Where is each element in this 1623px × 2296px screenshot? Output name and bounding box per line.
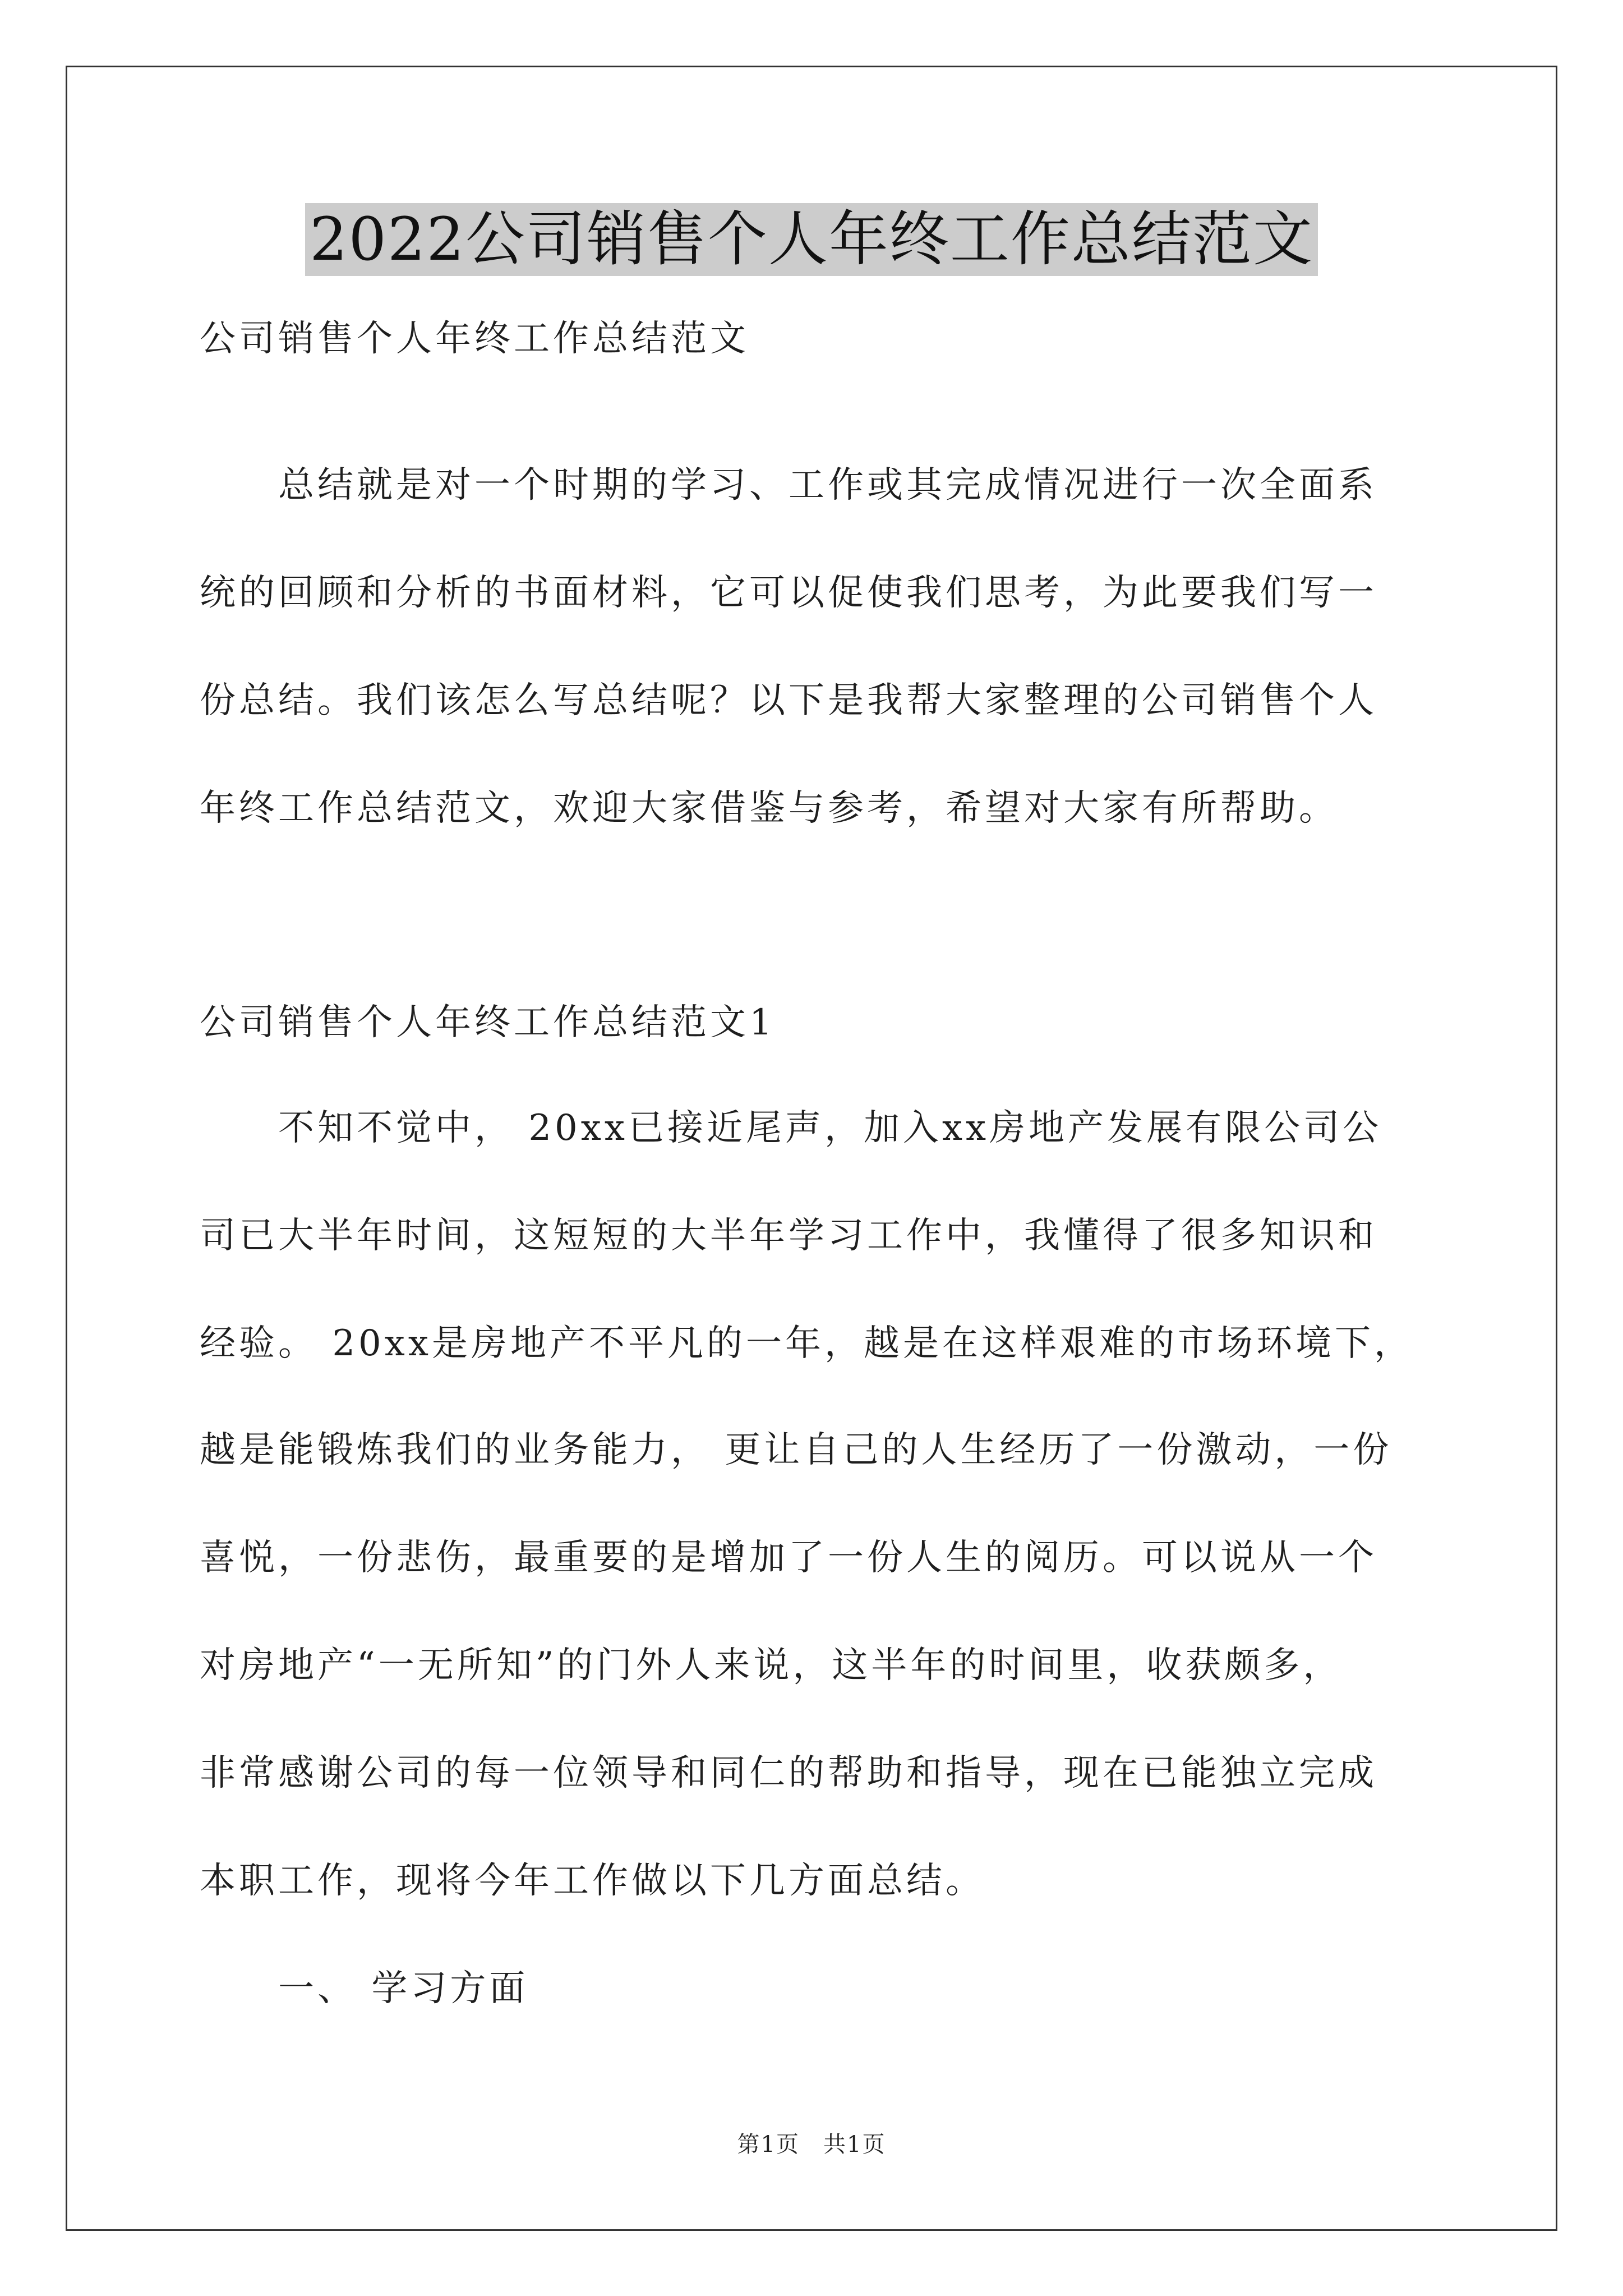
paragraph-line: 年终工作总结范文，欢迎大家借鉴与参考，希望对大家有所帮助。 bbox=[200, 788, 1338, 829]
paragraph-line: 不知不觉中， 20xx已接近尾声，加入xx房地产发展有限公司公 bbox=[200, 1107, 1382, 1149]
subsection-heading: 一、 学习方面 bbox=[200, 1968, 529, 2009]
section-heading: 公司销售个人年终工作总结范文1 bbox=[200, 1002, 776, 1043]
paragraph-line: 对房地产“一无所知”的门外人来说，这半年的时间里，收获颇多， bbox=[200, 1645, 1343, 1686]
paragraph-line: 本职工作，现将今年工作做以下几方面总结。 bbox=[200, 1860, 985, 1902]
subtitle-line: 公司销售个人年终工作总结范文 bbox=[200, 318, 749, 360]
paragraph-line: 喜悦，一份悲伤，最重要的是增加了一份人生的阅历。可以说从一个 bbox=[200, 1537, 1377, 1579]
paragraph-line: 总结就是对一个时期的学习、工作或其完成情况进行一次全面系 bbox=[200, 464, 1377, 506]
document-title: 2022公司销售个人年终工作总结范文 bbox=[305, 203, 1318, 276]
paragraph-line: 越是能锻炼我们的业务能力， 更让自己的人生经历了一份激动，一份 bbox=[200, 1429, 1393, 1471]
page-footer: 第1页 共1页 bbox=[737, 2132, 886, 2157]
paragraph-line: 非常感谢公司的每一位领导和同仁的帮助和指导，现在已能独立完成 bbox=[200, 1752, 1377, 1794]
paragraph-line: 经验。 20xx是房地产不平凡的一年，越是在这样艰难的市场环境下， bbox=[200, 1323, 1413, 1364]
paragraph-line: 份总结。我们该怎么写总结呢？以下是我帮大家整理的公司销售个人 bbox=[200, 680, 1377, 721]
paragraph-line: 统的回顾和分析的书面材料，它可以促使我们思考，为此要我们写一 bbox=[200, 572, 1377, 614]
title-container bbox=[0, 203, 1623, 276]
paragraph-line: 司已大半年时间，这短短的大半年学习工作中，我懂得了很多知识和 bbox=[200, 1215, 1377, 1257]
